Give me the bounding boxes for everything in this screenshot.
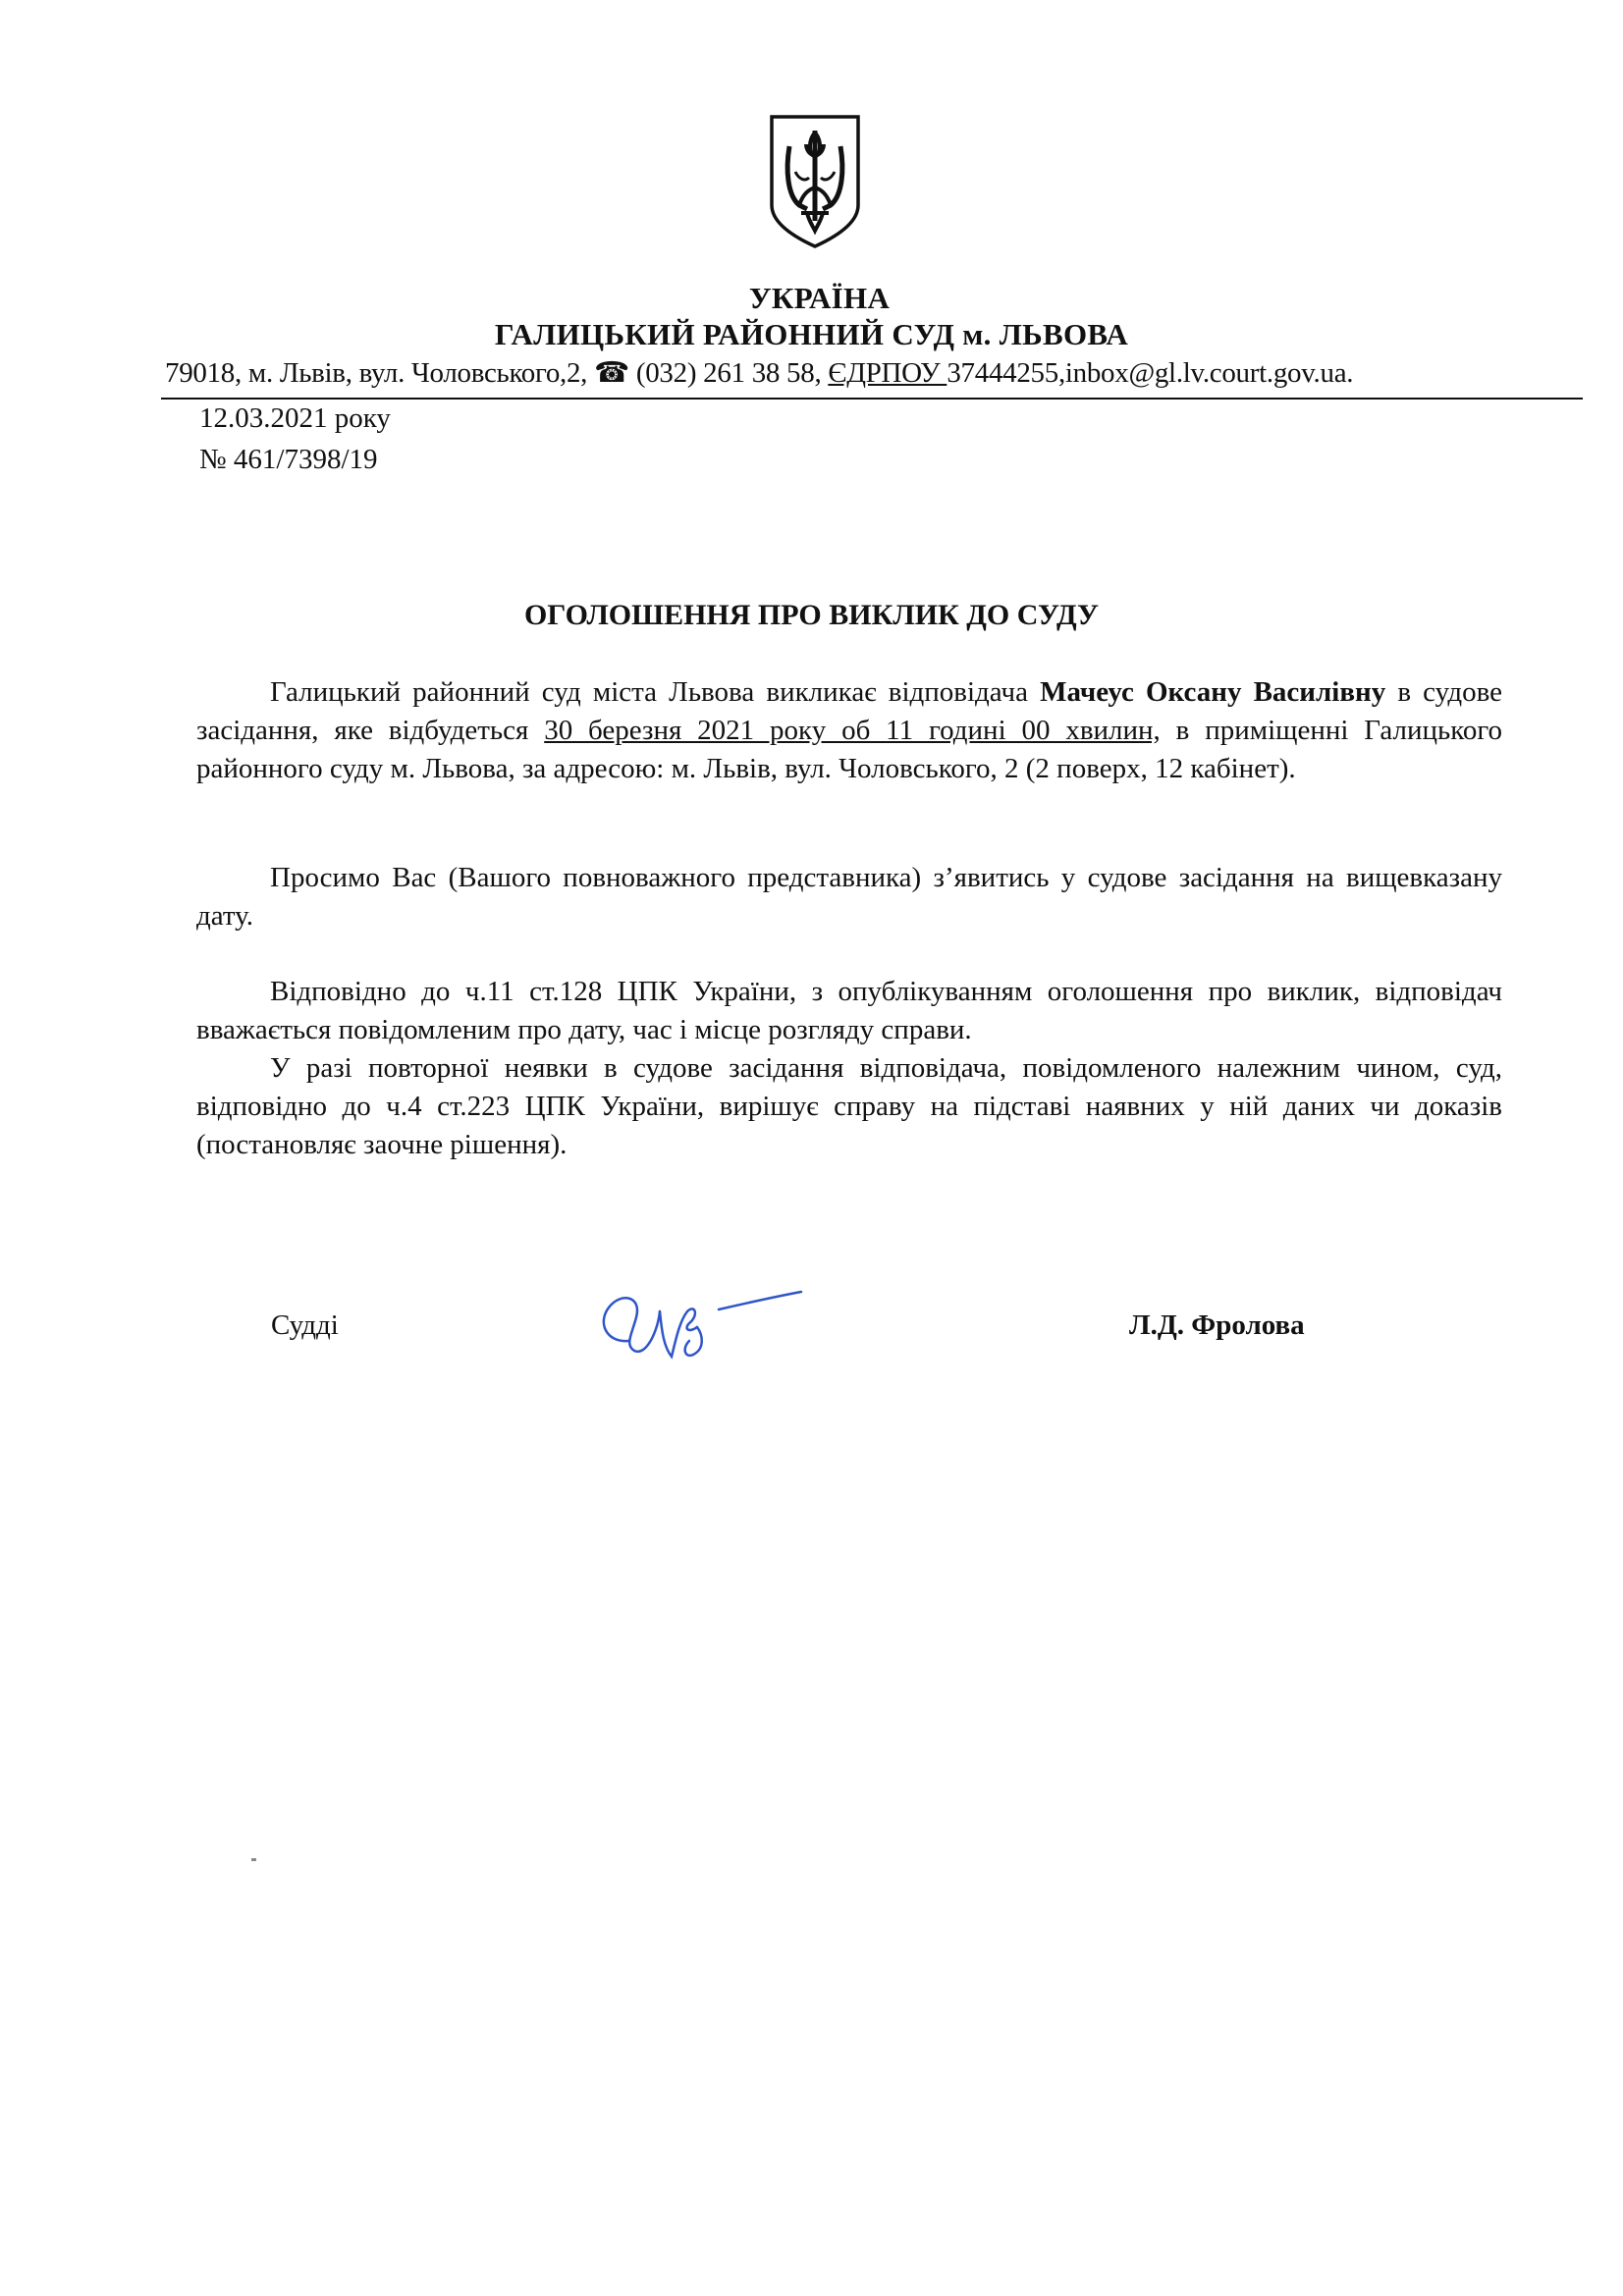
address-text-1: 79018, м. Львів, вул. Чоловського,2, <box>165 357 595 389</box>
document-date: 12.03.2021 року <box>199 402 391 434</box>
phone-number: (032) 261 38 58, <box>635 357 829 389</box>
paragraph-text: У разі повторної неявки в судове засідання відповідача, повідомленого належним чином, суд, відповідно до ч.4 ст.223 ЦПК України, вирішує справу на підставі наявних у ній даних чи доказів (постановляє заочне рішення). <box>196 1052 1502 1160</box>
paragraph-request <box>196 859 1502 935</box>
paragraph-text: Галицький районний суд міста Львова викликає відповідача <box>270 676 1041 708</box>
handwritten-signature <box>587 1272 813 1370</box>
paragraph-summons <box>196 673 1502 788</box>
paragraph-notice <box>196 973 1502 1049</box>
paragraph-text: в судове засідання, яке відбудеться <box>196 676 1502 746</box>
telephone-icon: ☎ <box>594 357 629 389</box>
edrpou-label: ЄДРПОУ <box>828 357 947 389</box>
paragraph-text: в приміщенні Галицького районного суду м. Львова, за адресою: м. Львів, вул. Чоловського, 2 (2 поверх, 12 кабінет). <box>196 715 1502 784</box>
case-number: № 461/7398/19 <box>199 444 378 475</box>
header-divider <box>161 398 1583 400</box>
signatory-role: Судді <box>271 1309 339 1341</box>
country-name: УКРАЇНА <box>748 281 891 315</box>
address-text-2: 37444255,inbox@gl.lv.court.gov.ua. <box>947 357 1354 389</box>
court-address <box>165 355 1584 390</box>
court-name: ГАЛИЦЬКИЙ РАЙОННИЙ СУД м. ЛЬВОВА <box>494 317 1129 351</box>
paragraph-text: Просимо Вас (Вашого повноважного представника) з’явитись у судове засідання на вищевказану дату. <box>196 862 1502 932</box>
hearing-datetime: 30 березня 2021 року об 11 годині 00 хвилин, <box>544 715 1161 746</box>
defendant-name: Мачеус Оксану Василівну <box>1040 676 1386 708</box>
paragraph-default-judgment <box>196 1049 1502 1164</box>
paragraph-text: Відповідно до ч.11 ст.128 ЦПК України, з опублікуванням оголошення про виклик, відповідач вважається повідомленим про дату, час і місце розгляду справи. <box>196 976 1502 1045</box>
ukraine-emblem-icon <box>766 111 864 250</box>
signatory-name: Л.Д. Фролова <box>1129 1309 1305 1341</box>
scan-speck <box>251 1858 256 1861</box>
document-title: ОГОЛОШЕННЯ ПРО ВИКЛИК ДО СУДУ <box>523 599 1100 631</box>
